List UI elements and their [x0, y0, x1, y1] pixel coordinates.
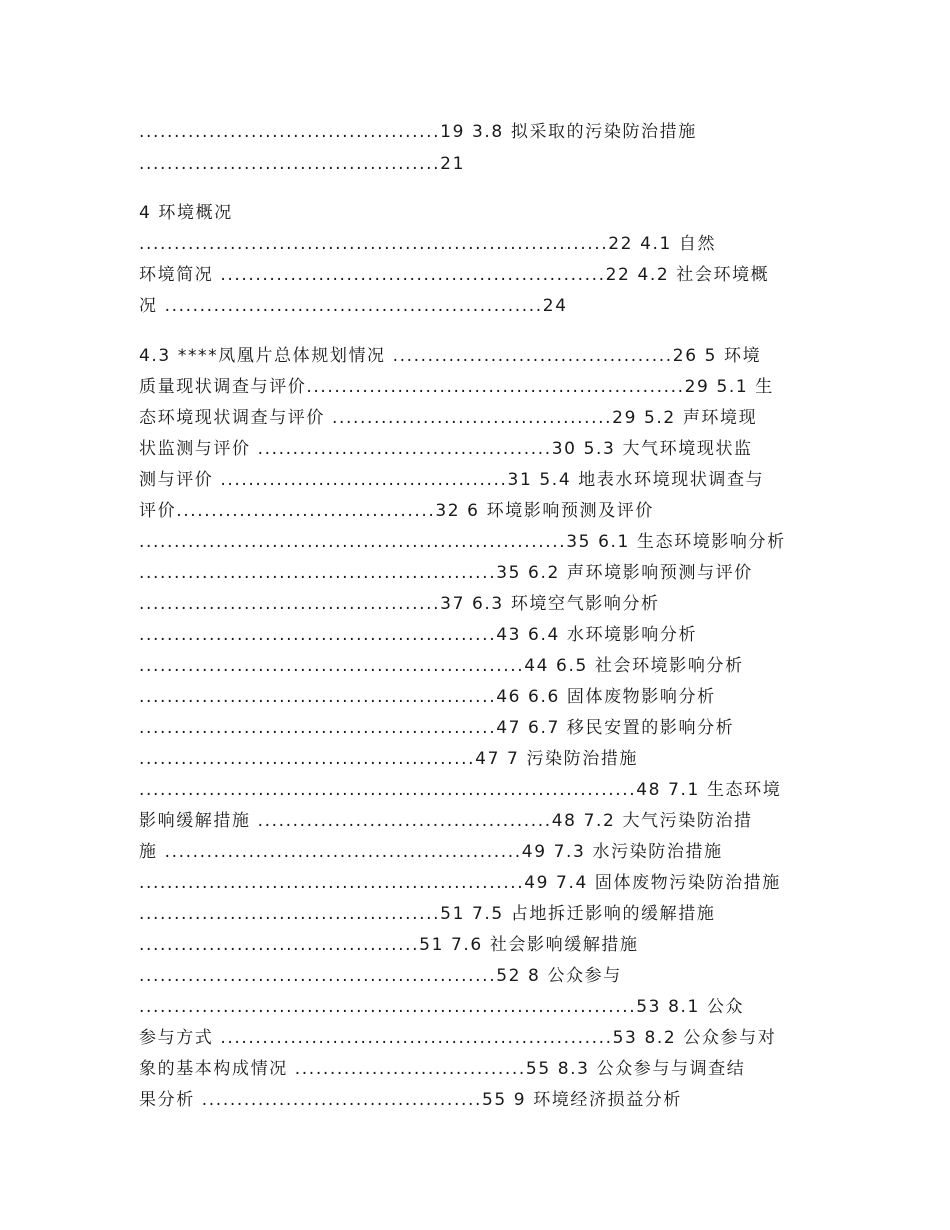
toc-line-23: 施 ...................................................49 7.3 水污染防治措施: [139, 842, 723, 862]
toc-line-25: ...........................................51 7.5 占地拆迁影响的缓解措施: [139, 904, 716, 924]
toc-line-12: 评价.....................................32 6 环境影响预测及评价: [139, 501, 654, 521]
toc-line-21: .......................................................................48 7.1 生态环境: [139, 780, 782, 800]
toc-line-15: ...........................................37 6.3 环境空气影响分析: [139, 594, 660, 614]
toc-line-30: 象的基本构成情况 .................................55 8.3 公众参与与调查结: [139, 1059, 746, 1079]
toc-line-22: 影响缓解措施 ..........................................48 7.2 大气污染防治措: [139, 811, 753, 831]
toc-line-24: .......................................................49 7.4 固体废物污染防治措施: [139, 873, 781, 893]
toc-line-9: 态环境现状调查与评价 ........................................29 5.2 声环境现: [139, 408, 758, 428]
toc-line-1: ...........................................19 3.8 拟采取的污染防治措施: [139, 122, 697, 142]
toc-line-17: .......................................................44 6.5 社会环境影响分析: [139, 656, 744, 676]
toc-line-10: 状监测与评价 ..........................................30 5.3 大气环境现状监: [139, 439, 753, 459]
toc-line-8: 质量现状调查与评价......................................................29 5.1 生: [139, 377, 774, 397]
toc-line-6: 况 ......................................................24: [139, 296, 568, 316]
toc-line-14: ...................................................35 6.2 声环境影响预测与评价: [139, 563, 753, 583]
toc-line-31: 果分析 ........................................55 9 环境经济损益分析: [139, 1090, 683, 1110]
toc-line-4: ...................................................................22 4.1 自然: [139, 234, 717, 254]
toc-line-28: .......................................................................53 8.1 公众: [139, 997, 745, 1017]
toc-line-27: ...................................................52 8 公众参与: [139, 966, 622, 986]
toc-heading-4: 4 环境概况: [139, 203, 233, 223]
toc-line-11: 测与评价 .........................................31 5.4 地表水环境现状调查与: [139, 470, 765, 490]
toc-line-5: 环境简况 .......................................................22 4.2 社会环境概: [139, 265, 770, 285]
toc-line-26: ........................................51 7.6 社会影响缓解措施: [139, 935, 639, 955]
toc-line-13: .............................................................35 6.1 生态环境影响分析: [139, 532, 786, 552]
toc-line-2: ...........................................21: [139, 154, 465, 174]
toc-line-18: ...................................................46 6.6 固体废物影响分析: [139, 687, 716, 707]
toc-line-19: ...................................................47 6.7 移民安置的影响分析: [139, 718, 735, 738]
toc-line-20: ................................................47 7 污染防治措施: [139, 749, 639, 769]
toc-line-16: ...................................................43 6.4 水环境影响分析: [139, 625, 698, 645]
toc-line-29: 参与方式 ........................................................53 8.2 公众参与对: [139, 1028, 777, 1048]
toc-line-7: 4.3 ****凤凰片总体规划情况 ........................................26 5 环境: [139, 346, 762, 366]
